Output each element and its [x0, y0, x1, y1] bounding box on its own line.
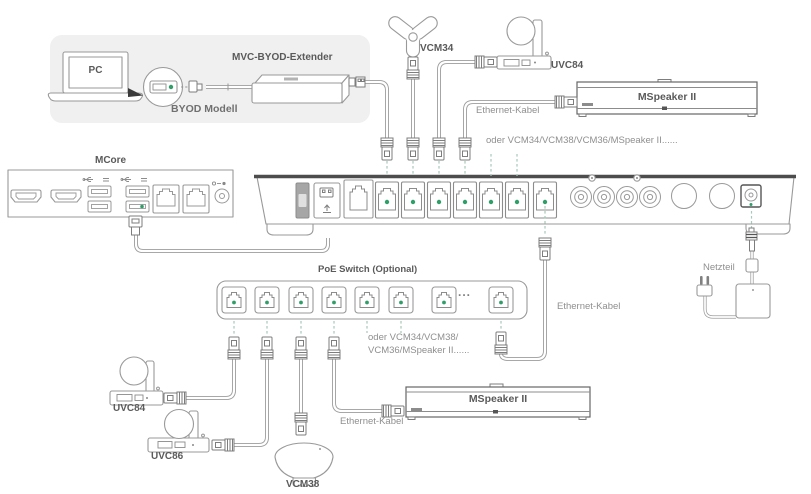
usb-port	[126, 186, 149, 197]
usb-port	[88, 186, 111, 197]
rj45-plug-icon	[381, 138, 393, 160]
uvc86-label: UVC86	[151, 451, 184, 462]
vcm38-label: VCM38	[286, 479, 320, 490]
vcm34-label: VCM34	[420, 43, 454, 54]
netzteil-label: Netzteil	[703, 262, 735, 273]
ferrite-bead	[746, 259, 758, 272]
poe-port-3	[289, 287, 313, 313]
byod-caption: BYOD Modell	[171, 103, 238, 115]
poe-ellipsis: ...	[458, 285, 472, 299]
extender-label: MVC-BYOD-Extender	[232, 52, 333, 63]
rj45-plug-icon	[539, 238, 551, 260]
hub-port-4	[454, 182, 477, 218]
ethernet-right-label: Ethernet-Kabel	[557, 301, 621, 312]
rj45-plug-icon	[495, 332, 507, 354]
uvc84-bottom-device	[110, 357, 163, 405]
poe-switch-device	[217, 281, 527, 319]
usb-plug	[129, 216, 142, 235]
mspeaker-bottom-label: MSpeaker II	[468, 393, 528, 405]
rj45-plug-icon	[459, 138, 471, 160]
lan-port	[153, 185, 179, 213]
lan-port-large	[344, 180, 373, 218]
poe-port-4	[322, 287, 346, 313]
hub-foot	[267, 224, 313, 235]
poe-switch-label: PoE Switch (Optional)	[318, 264, 418, 275]
hub-port-1	[376, 182, 399, 218]
mspeaker-top-label: MSpeaker II	[637, 91, 697, 103]
rj45-plug-icon	[407, 138, 419, 160]
rj45-plug-icon	[555, 96, 577, 108]
lan-port	[183, 185, 209, 213]
byod-dongle-magnifier	[144, 68, 183, 107]
hub-port-5	[480, 182, 503, 218]
rj45-plug-icon	[261, 337, 273, 359]
uvc86-device	[148, 410, 209, 453]
uvc84-bottom-label: UVC84	[113, 403, 146, 414]
hdmi-port-icon	[51, 190, 81, 202]
hub-device	[254, 175, 796, 235]
rj45-plug-icon	[475, 56, 497, 68]
poe-port-1	[222, 287, 246, 313]
poe-port-2	[255, 287, 279, 313]
uvc84-top-label: UVC84	[551, 60, 584, 71]
alternatives-top-label: oder VCM34/VCM38/VCM36/MSpeaker II......	[486, 135, 678, 146]
rj45-plug-icon	[407, 57, 419, 79]
hub-port-2	[402, 182, 425, 218]
pc-label-text: PC	[88, 65, 103, 76]
usb-port-plugged	[126, 201, 149, 212]
rj45-plug-icon	[164, 392, 186, 404]
usb-port	[88, 201, 111, 212]
rj45-plug-icon	[228, 337, 240, 359]
poe-port-6	[389, 287, 413, 313]
usb-b-port	[314, 183, 340, 218]
poe-port-5	[355, 287, 379, 313]
hdmi-port-icon	[11, 190, 41, 202]
rj45-plug-icon	[295, 413, 307, 435]
rj45-plug-icon	[328, 337, 340, 359]
dc-power-jack	[741, 185, 761, 207]
mcore-label: MCore	[95, 155, 127, 166]
rj45-plug-icon	[433, 138, 445, 160]
ethernet-top-label: Ethernet-Kabel	[476, 105, 540, 116]
alternatives-bottom-label-1: oder VCM34/VCM38/	[368, 332, 459, 343]
usb-a-port	[296, 183, 309, 218]
hub-port-3	[428, 182, 451, 218]
rj45-plug-icon	[212, 439, 234, 451]
ethernet-bottom-label: Ethernet-Kabel	[340, 416, 404, 427]
dongle-led	[169, 85, 173, 89]
pc-label	[69, 65, 122, 76]
alternatives-bottom-label-2: VCM36/MSpeaker II......	[368, 345, 470, 356]
hub-port-6	[506, 182, 529, 218]
poe-port-7	[432, 287, 456, 313]
mcore-device	[8, 170, 233, 235]
poe-port-8	[489, 287, 513, 313]
uvc84-top-device	[497, 17, 551, 69]
rj45-plug-icon	[295, 337, 307, 359]
ac-plug	[697, 285, 712, 296]
